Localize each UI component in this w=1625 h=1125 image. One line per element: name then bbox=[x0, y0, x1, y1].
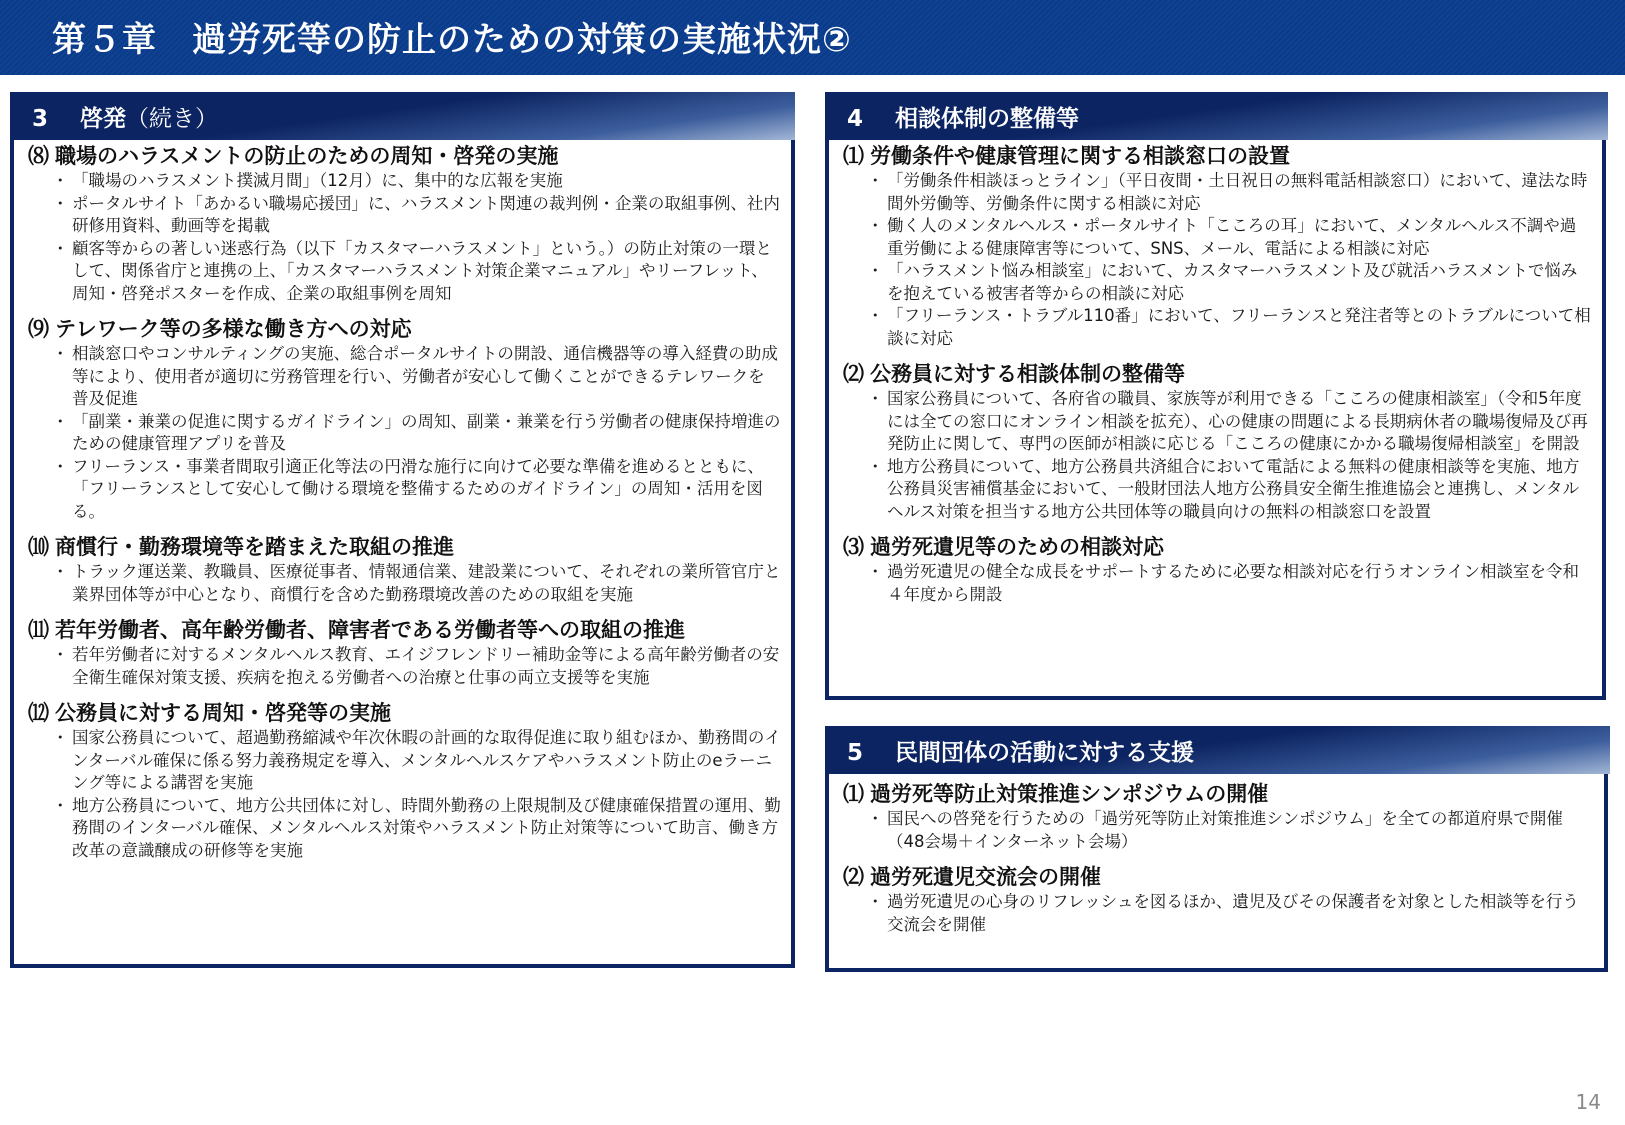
bullet-text: フリーランス・事業者間取引適正化等法の円滑な施行に向けて必要な準備を進めるとともに、「フリーランスとして安心して働ける環境を整備するためのガイドライン」の周知・活用を図る。 bbox=[72, 456, 764, 521]
subsection-title-text: 過労死遺児交流会の開催 bbox=[870, 865, 1101, 889]
subsection bbox=[843, 863, 1594, 936]
bullet-item bbox=[843, 808, 1594, 853]
subsection-title bbox=[28, 616, 781, 644]
section-3-body bbox=[10, 140, 795, 968]
subsection-title bbox=[28, 142, 781, 170]
bullet-dot-icon: ・ bbox=[867, 562, 884, 581]
bullet-list bbox=[843, 891, 1594, 936]
subsection bbox=[28, 699, 781, 862]
bullet-list bbox=[843, 561, 1592, 606]
subsection-title bbox=[28, 699, 781, 727]
subsection bbox=[843, 142, 1592, 350]
bullet-dot-icon: ・ bbox=[52, 562, 69, 581]
subsection-title bbox=[28, 533, 781, 561]
bullet-item bbox=[843, 456, 1592, 524]
subsection-title-text: 公務員に対する周知・啓発等の実施 bbox=[55, 701, 391, 725]
subsection-number: ⑵ bbox=[843, 865, 864, 889]
bullet-item bbox=[843, 561, 1592, 606]
bullet-item bbox=[843, 260, 1592, 305]
bullet-item bbox=[28, 795, 781, 863]
bullet-dot-icon: ・ bbox=[52, 344, 69, 363]
bullet-item bbox=[28, 727, 781, 795]
page-title: 第５章 過労死等の防止のための対策の実施状況② bbox=[52, 20, 852, 60]
bullet-list bbox=[28, 561, 781, 606]
subsection-title bbox=[843, 360, 1592, 388]
bullet-list bbox=[28, 343, 781, 523]
bullet-dot-icon: ・ bbox=[52, 238, 69, 258]
bullet-text: 「フリーランス・トラブル110番」において、フリーランスと発注者等とのトラブルについて相談に対応 bbox=[887, 306, 1591, 348]
bullet-list bbox=[843, 388, 1592, 523]
subsection-number: ⑾ bbox=[28, 618, 49, 642]
subsection bbox=[28, 315, 781, 523]
bullet-item bbox=[28, 644, 781, 689]
bullet-item bbox=[843, 305, 1592, 350]
bullet-text: 「副業・兼業の促進に関するガイドライン」の周知、副業・兼業を行う労働者の健康保持増進のための健康管理アプリを普及 bbox=[72, 411, 781, 453]
section-4-body bbox=[825, 140, 1606, 700]
bullet-text: 相談窓口やコンサルティングの実施、総合ポータルサイトの開設、通信機器等の導入経費の助成等により、使用者が適切に労務管理を行い、労働者が安心して働くことができるテレワークを普及促進 bbox=[72, 344, 778, 408]
subsection bbox=[843, 780, 1594, 853]
section-5-header bbox=[825, 726, 1610, 774]
page-number: 14 bbox=[1575, 1090, 1601, 1114]
bullet-text: 若年労働者に対するメンタルヘルス教育、エイジフレンドリー補助金等による高年齢労働者の安全衛生確保対策支援、疾病を抱える労働者への治療と仕事の両立支援等を実施 bbox=[72, 645, 780, 687]
subsection-number: ⑵ bbox=[843, 362, 864, 386]
section-title: 啓発 bbox=[80, 106, 126, 132]
bullet-dot-icon: ・ bbox=[867, 389, 884, 408]
subsection-title-text: 過労死等防止対策推進シンポジウムの開催 bbox=[870, 782, 1269, 806]
section-4-header bbox=[825, 92, 1608, 140]
bullet-text: 過労死遺児の健全な成長をサポートするために必要な相談対応を行うオンライン相談室を令和４年度から開設 bbox=[887, 562, 1580, 604]
bullet-text: トラック運送業、教職員、医療従事者、情報通信業、建設業について、それぞれの業所管官庁と業界団体等が中心となり、商慣行を含めた勤務環境改善のための取組を実施 bbox=[72, 562, 781, 604]
bullet-text: 働く人のメンタルヘルス・ポータルサイト「こころの耳」において、メンタルヘルス不調や過重労働による健康障害等について、SNS、メール、電話による相談に対応 bbox=[887, 216, 1577, 258]
bullet-item bbox=[28, 343, 781, 411]
bullet-item bbox=[28, 238, 781, 306]
bullet-text: 地方公務員について、地方公共団体に対し、時間外勤務の上限規制及び健康確保措置の運用、勤務間のインターバル確保、メンタルヘルス対策やハラスメント防止対策等について助言、働き方改革の意識醸成の研修等を実施 bbox=[72, 795, 781, 860]
subsection-number: ⑿ bbox=[28, 701, 49, 725]
bullet-dot-icon: ・ bbox=[867, 216, 884, 235]
bullet-item bbox=[28, 456, 781, 524]
bullet-text: 国民への啓発を行うための「過労死等防止対策推進シンポジウム」を全ての都道府県で開催（48会場＋インターネット会場） bbox=[887, 809, 1563, 851]
bullet-item bbox=[28, 170, 781, 193]
subsection-title bbox=[28, 315, 781, 343]
subsection-title bbox=[843, 533, 1592, 561]
bullet-text: ポータルサイト「あかるい職場応援団」に、ハラスメント関連の裁判例・企業の取組事例、社内研修用資料、動画等を掲載 bbox=[72, 193, 780, 235]
bullet-text: 「ハラスメント悩み相談室」において、カスタマーハラスメント及び就活ハラスメントで悩みを抱えている被害者等からの相談に対応 bbox=[887, 261, 1578, 303]
subsection-number: ⑽ bbox=[28, 535, 49, 559]
bullet-item bbox=[28, 193, 781, 238]
bullet-item bbox=[843, 215, 1592, 260]
subsection-number: ⑼ bbox=[28, 317, 49, 341]
section-continued: （続き） bbox=[126, 106, 218, 132]
subsection-number: ⑴ bbox=[843, 144, 864, 168]
bullet-text: 顧客等からの著しい迷惑行為（以下「カスタマーハラスメント」という。）の防止対策の一環として、関係省庁と連携の上、「カスタマーハラスメント対策企業マニュアル」やリーフレット、周知・啓発ポスターを作成、企業の取組事例を周知 bbox=[72, 238, 772, 303]
chapter-title-bar bbox=[0, 0, 1625, 75]
bullet-item bbox=[28, 411, 781, 456]
subsection-title-text: 労働条件や健康管理に関する相談窓口の設置 bbox=[870, 144, 1290, 168]
bullet-dot-icon: ・ bbox=[867, 456, 884, 476]
subsection-title-text: 公務員に対する相談体制の整備等 bbox=[870, 362, 1185, 386]
bullet-item bbox=[28, 561, 781, 606]
subsection-title-text: 若年労働者、高年齢労働者、障害者である労働者等への取組の推進 bbox=[55, 618, 685, 642]
bullet-text: 国家公務員について、各府省の職員、家族等が利用できる「こころの健康相談室」（令和5年度には全ての窓口にオンライン相談を拡充）、心の健康の問題による長期病休者の職場復帰及び再発防止に関して、専門の医師が相談に応じる「こころの健康にかかる職場復帰相談室」を開設 bbox=[887, 389, 1588, 453]
bullet-dot-icon: ・ bbox=[52, 728, 69, 747]
subsection-title bbox=[843, 142, 1592, 170]
bullet-dot-icon: ・ bbox=[52, 171, 69, 190]
bullet-text: 「労働条件相談ほっとライン」（平日夜間・土日祝日の無料電話相談窓口）において、違法な時間外労働等、労働条件に関する相談に対応 bbox=[887, 171, 1588, 213]
subsection bbox=[843, 533, 1592, 606]
subsection-title-text: 商慣行・勤務環境等を踏まえた取組の推進 bbox=[55, 535, 454, 559]
subsection bbox=[28, 616, 781, 689]
bullet-text: 国家公務員について、超過勤務縮減や年次休暇の計画的な取得促進に取り組むほか、勤務間のインターバル確保に係る努力義務規定を導入、メンタルヘルスケアやハラスメント防止のeラーニング等による講習を実施 bbox=[72, 728, 781, 792]
bullet-list bbox=[843, 170, 1592, 350]
bullet-dot-icon: ・ bbox=[52, 193, 69, 213]
bullet-list bbox=[28, 170, 781, 305]
section-number: 4 bbox=[847, 106, 864, 132]
section-number: 5 bbox=[847, 740, 864, 766]
bullet-dot-icon: ・ bbox=[52, 795, 69, 815]
bullet-dot-icon: ・ bbox=[867, 306, 884, 325]
section-number: 3 bbox=[32, 106, 49, 132]
subsection-number: ⑻ bbox=[28, 144, 49, 168]
bullet-list bbox=[843, 808, 1594, 853]
bullet-text: 地方公務員について、地方公務員共済組合において電話による無料の健康相談等を実施、地方公務員災害補償基金において、一般財団法人地方公務員安全衛生推進協会と連携し、メンタルヘルス対策を担当する地方公共団体等の職員向けの無料の相談窓口を設置 bbox=[887, 456, 1580, 521]
subsection-number: ⑴ bbox=[843, 782, 864, 806]
bullet-list bbox=[28, 644, 781, 689]
bullet-dot-icon: ・ bbox=[52, 645, 69, 664]
bullet-dot-icon: ・ bbox=[867, 261, 884, 280]
subsection-title bbox=[843, 780, 1594, 808]
subsection-title bbox=[843, 863, 1594, 891]
section-5-body bbox=[825, 774, 1608, 972]
subsection-title-text: テレワーク等の多様な働き方への対応 bbox=[55, 317, 412, 341]
subsection-title-text: 過労死遺児等のための相談対応 bbox=[870, 535, 1164, 559]
subsection-number: ⑶ bbox=[843, 535, 864, 559]
section-3-header bbox=[10, 92, 795, 140]
section-title: 民間団体の活動に対する支援 bbox=[895, 740, 1194, 766]
subsection bbox=[843, 360, 1592, 523]
bullet-text: 「職場のハラスメント撲滅月間」（12月）に、集中的な広報を実施 bbox=[72, 171, 563, 190]
bullet-dot-icon: ・ bbox=[52, 411, 69, 431]
bullet-dot-icon: ・ bbox=[867, 171, 884, 190]
bullet-dot-icon: ・ bbox=[867, 809, 884, 828]
section-title: 相談体制の整備等 bbox=[895, 106, 1079, 132]
bullet-list bbox=[28, 727, 781, 862]
subsection-title-text: 職場のハラスメントの防止のための周知・啓発の実施 bbox=[55, 144, 559, 168]
bullet-item bbox=[843, 388, 1592, 456]
subsection bbox=[28, 533, 781, 606]
bullet-dot-icon: ・ bbox=[867, 892, 884, 911]
bullet-text: 過労死遺児の心身のリフレッシュを図るほか、遺児及びその保護者を対象とした相談等を行う交流会を開催 bbox=[887, 892, 1579, 934]
bullet-dot-icon: ・ bbox=[52, 456, 69, 476]
bullet-item bbox=[843, 170, 1592, 215]
bullet-item bbox=[843, 891, 1594, 936]
subsection bbox=[28, 142, 781, 305]
